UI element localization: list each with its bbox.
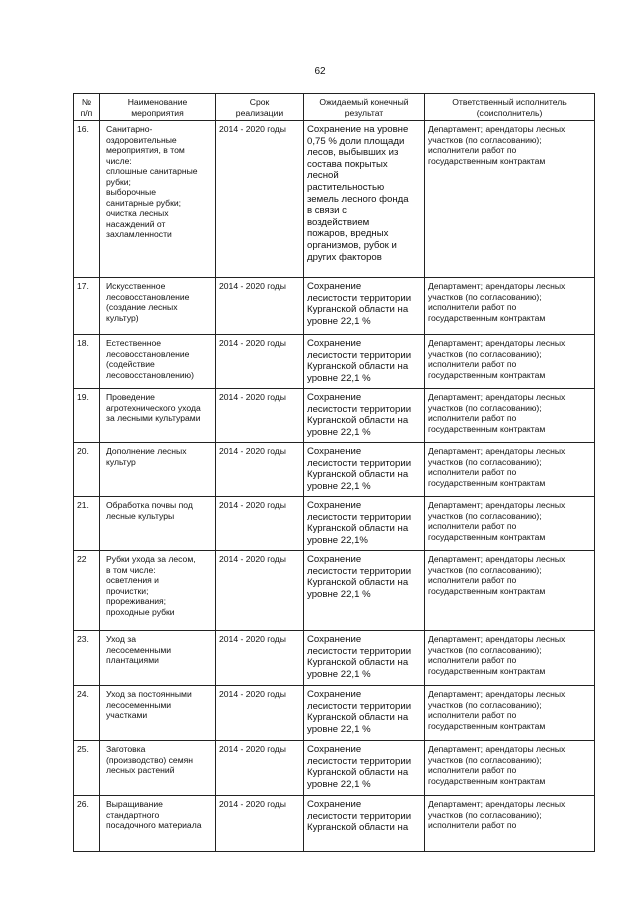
row-executor: Департамент; арендаторы лесных участков (по согласованию); исполнители работ по государственным контрактам — [425, 278, 595, 335]
header-num: № п/п — [74, 94, 100, 121]
table-row — [74, 631, 595, 686]
activities-table — [73, 93, 595, 852]
row-term: 2014 - 2020 годы — [216, 497, 304, 551]
row-term: 2014 - 2020 годы — [216, 741, 304, 796]
table-row — [74, 741, 595, 796]
row-number: 22 — [74, 551, 100, 631]
row-activity-name: Санитарно- оздоровительные мероприятия, в том числе: сплошные санитарные рубки; выборочные санитарные рубки; очистка лесных насаждений от захламленности — [100, 121, 216, 278]
row-result: Сохранение лесистости территории Курганской области на уровне 22,1 % — [304, 686, 425, 741]
table-row — [74, 389, 595, 443]
row-term: 2014 - 2020 годы — [216, 686, 304, 741]
header-executor: Ответственный исполнитель (соисполнитель) — [425, 94, 595, 121]
row-number: 18. — [74, 335, 100, 389]
row-term: 2014 - 2020 годы — [216, 121, 304, 278]
row-executor: Департамент; арендаторы лесных участков (по согласованию); исполнители работ по государственным контрактам — [425, 443, 595, 497]
row-result: Сохранение лесистости территории Курганской области на — [304, 796, 425, 852]
row-executor: Департамент; арендаторы лесных участков (по согласованию); исполнители работ по государственным контрактам — [425, 631, 595, 686]
row-result: Сохранение лесистости территории Курганской области на уровне 22,1 % — [304, 551, 425, 631]
row-result: Сохранение лесистости территории Курганской области на уровне 22,1 % — [304, 278, 425, 335]
row-number: 16. — [74, 121, 100, 278]
row-result: Сохранение лесистости территории Курганской области на уровне 22,1 % — [304, 631, 425, 686]
header-result: Ожидаемый конечный результат — [304, 94, 425, 121]
row-executor: Департамент; арендаторы лесных участков (по согласованию); исполнители работ по государственным контрактам — [425, 335, 595, 389]
row-result: Сохранение лесистости территории Курганской области на уровне 22,1% — [304, 497, 425, 551]
row-activity-name: Дополнение лесных культур — [100, 443, 216, 497]
table-row — [74, 796, 595, 852]
header-term: Срок реализации — [216, 94, 304, 121]
table-body — [74, 121, 595, 852]
row-activity-name: Искусственное лесовосстановление (создание лесных культур) — [100, 278, 216, 335]
row-term: 2014 - 2020 годы — [216, 443, 304, 497]
row-executor: Департамент; арендаторы лесных участков (по согласованию); исполнители работ по — [425, 796, 595, 852]
table-row — [74, 443, 595, 497]
row-executor: Департамент; арендаторы лесных участков (по согласованию); исполнители работ по государственным контрактам — [425, 121, 595, 278]
table-row — [74, 121, 595, 278]
row-term: 2014 - 2020 годы — [216, 796, 304, 852]
row-term: 2014 - 2020 годы — [216, 551, 304, 631]
row-executor: Департамент; арендаторы лесных участков (по согласованию); исполнители работ по государственным контрактам — [425, 389, 595, 443]
row-result: Сохранение на уровне 0,75 % доли площади лесов, выбывших из состава покрытых лесной растительностью земель лесного фонда в связи с воздействием пожаров, вредных организмов, рубок и других факторов — [304, 121, 425, 278]
row-term: 2014 - 2020 годы — [216, 335, 304, 389]
table-row — [74, 278, 595, 335]
row-executor: Департамент; арендаторы лесных участков (по согласованию); исполнители работ по государственным контрактам — [425, 741, 595, 796]
row-result: Сохранение лесистости территории Курганской области на уровне 22,1 % — [304, 335, 425, 389]
row-number: 23. — [74, 631, 100, 686]
row-result: Сохранение лесистости территории Курганской области на уровне 22,1 % — [304, 741, 425, 796]
table-row — [74, 686, 595, 741]
row-executor: Департамент; арендаторы лесных участков (по согласованию); исполнители работ по государственным контрактам — [425, 686, 595, 741]
row-number: 25. — [74, 741, 100, 796]
row-activity-name: Проведение агротехнического ухода за лесными культурами — [100, 389, 216, 443]
row-activity-name: Рубки ухода за лесом, в том числе: осветления и прочистки; прореживания; проходные рубки — [100, 551, 216, 631]
row-number: 20. — [74, 443, 100, 497]
table-row — [74, 551, 595, 631]
row-activity-name: Естественное лесовосстановление (содействие лесовосстановлению) — [100, 335, 216, 389]
row-activity-name: Выращивание стандартного посадочного материала — [100, 796, 216, 852]
row-number: 19. — [74, 389, 100, 443]
row-term: 2014 - 2020 годы — [216, 631, 304, 686]
row-number: 24. — [74, 686, 100, 741]
row-number: 17. — [74, 278, 100, 335]
row-number: 26. — [74, 796, 100, 852]
row-activity-name: Заготовка (производство) семян лесных растений — [100, 741, 216, 796]
row-result: Сохранение лесистости территории Курганской области на уровне 22,1 % — [304, 389, 425, 443]
table-row — [74, 335, 595, 389]
row-executor: Департамент; арендаторы лесных участков (по согласованию); исполнители работ по государственным контрактам — [425, 497, 595, 551]
row-activity-name: Уход за постоянными лесосеменными участками — [100, 686, 216, 741]
row-activity-name: Обработка почвы под лесные культуры — [100, 497, 216, 551]
row-activity-name: Уход за лесосеменными плантациями — [100, 631, 216, 686]
table-row — [74, 497, 595, 551]
header-name: Наименование мероприятия — [100, 94, 216, 121]
row-result: Сохранение лесистости территории Курганской области на уровне 22,1 % — [304, 443, 425, 497]
row-term: 2014 - 2020 годы — [216, 278, 304, 335]
row-executor: Департамент; арендаторы лесных участков (по согласованию); исполнители работ по государственным контрактам — [425, 551, 595, 631]
row-number: 21. — [74, 497, 100, 551]
page-number: 62 — [314, 66, 326, 77]
row-term: 2014 - 2020 годы — [216, 389, 304, 443]
table-header-row — [74, 94, 595, 121]
